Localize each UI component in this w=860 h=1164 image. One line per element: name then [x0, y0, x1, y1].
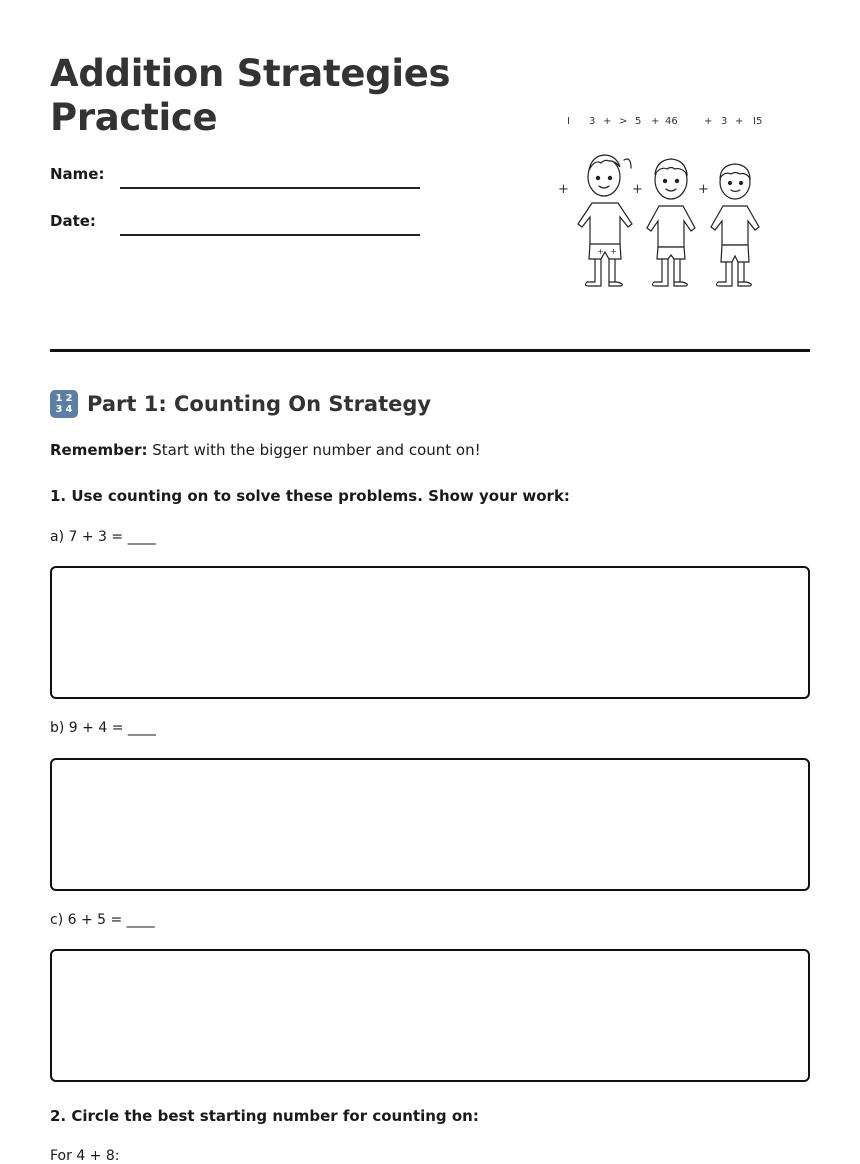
- remember-text: Start with the bigger number and count on!: [147, 441, 481, 459]
- shorts-mark: +: [610, 247, 617, 256]
- part1-title: Part 1: Counting On Strategy: [87, 392, 432, 416]
- date-label: Date:: [50, 212, 96, 230]
- name-line[interactable]: [120, 187, 420, 189]
- plus-sign: +: [632, 182, 643, 197]
- part1-heading: [50, 388, 431, 420]
- work-box-a[interactable]: [50, 566, 810, 699]
- problem-b: b) 9 + 4 = ____: [50, 720, 156, 736]
- kids-illustration: [555, 106, 780, 301]
- date-line[interactable]: [120, 234, 420, 236]
- work-box-c[interactable]: [50, 949, 810, 1082]
- numbers-1234-icon: 1 2 3 4: [50, 390, 78, 418]
- work-box-b[interactable]: [50, 758, 810, 891]
- eq-token: >: [619, 116, 628, 127]
- eq-token: I5: [753, 116, 763, 127]
- plus-sign: +: [558, 182, 569, 197]
- question-1: 1. Use counting on to solve these problems. Show your work:: [50, 487, 570, 505]
- equation-strip: [567, 116, 762, 127]
- eq-token: +: [651, 116, 660, 127]
- problem-c: c) 6 + 5 = ____: [50, 912, 155, 928]
- shorts-mark: +: [597, 247, 604, 256]
- remember-note: [50, 441, 481, 459]
- remember-label: Remember:: [50, 441, 148, 459]
- plus-sign: +: [698, 182, 709, 197]
- question-2-sub: For 4 + 8:: [50, 1148, 120, 1164]
- eq-token: +: [603, 116, 612, 127]
- problem-a: a) 7 + 3 = ____: [50, 529, 156, 545]
- worksheet-page: [50, 0, 810, 1164]
- header-divider: [50, 349, 810, 352]
- eq-token: +: [735, 116, 744, 127]
- eq-token: 3: [721, 116, 728, 127]
- eq-token: +: [704, 116, 713, 127]
- child-figure: [578, 155, 632, 286]
- eq-token: 5: [635, 116, 642, 127]
- eq-token: I: [567, 116, 570, 127]
- worksheet-title: Addition Strategies Practice: [50, 52, 451, 139]
- question-2: 2. Circle the best starting number for counting on:: [50, 1107, 479, 1125]
- eq-token: 3: [589, 116, 596, 127]
- name-label: Name:: [50, 165, 105, 183]
- child-figure: [647, 159, 695, 286]
- child-figure: [711, 164, 759, 286]
- eq-token: 46: [665, 116, 678, 127]
